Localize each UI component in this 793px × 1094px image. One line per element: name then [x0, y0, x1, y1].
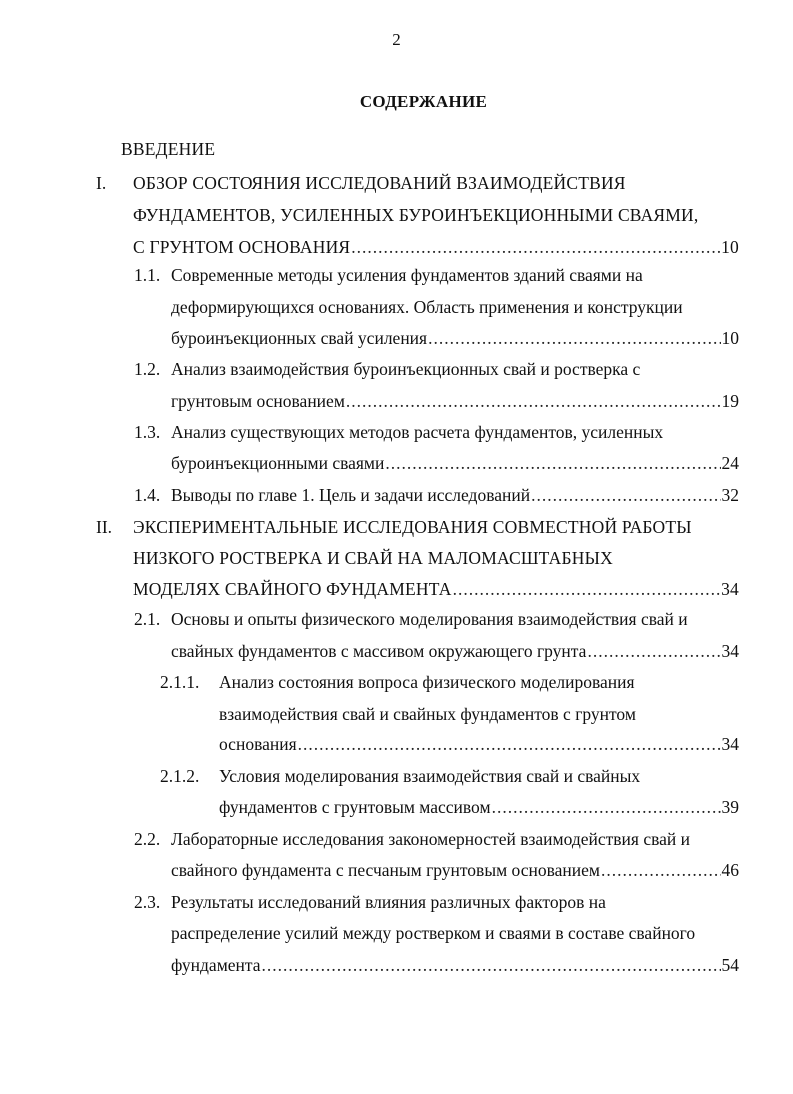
dot-leader	[262, 954, 721, 976]
toc-page-ref: 54	[721, 955, 739, 975]
toc-line: ОБЗОР СОСТОЯНИЯ ИССЛЕДОВАНИЙ ВЗАИМОДЕЙСТВИЯ	[133, 173, 626, 193]
toc-line: МОДЕЛЯХ СВАЙНОГО ФУНДАМЕНТА	[133, 579, 452, 599]
dot-leader	[385, 452, 720, 474]
toc-line: буроинъекционных свай усиления	[171, 328, 428, 348]
toc-page-ref: 34	[721, 579, 739, 599]
toc-number: 2.1.	[134, 609, 161, 629]
toc-intro: ВВЕДЕНИЕ	[121, 139, 216, 159]
toc-line: фундаментов с грунтовым массивом	[219, 797, 491, 817]
toc-line: свайного фундамента с песчаным грунтовым основанием	[171, 860, 600, 880]
toc-number: 2.1.1.	[160, 672, 200, 692]
dot-leader	[453, 578, 720, 600]
page-number: 2	[392, 30, 401, 49]
toc-line: С ГРУНТОМ ОСНОВАНИЯ	[133, 237, 351, 257]
toc-line: основания	[219, 734, 297, 754]
toc-line: Результаты исследований влияния различных факторов на	[171, 892, 606, 912]
toc-line: Анализ состояния вопроса физического моделирования	[219, 672, 635, 692]
toc-number: 1.3.	[134, 422, 161, 442]
dot-leader	[531, 484, 720, 506]
toc-page-ref: 10	[721, 237, 739, 257]
toc-line: Выводы по главе 1. Цель и задачи исследований	[171, 485, 531, 505]
dot-leader	[587, 640, 720, 662]
dot-leader	[492, 796, 721, 818]
toc-line: ФУНДАМЕНТОВ, УСИЛЕННЫХ БУРОИНЪЕКЦИОННЫМИ СВАЯМИ,	[133, 205, 699, 225]
toc-number: 2.3.	[134, 892, 161, 912]
toc-line: Лабораторные исследования закономерностей взаимодействия свай и	[171, 829, 691, 849]
toc-line: фундамента	[171, 955, 261, 975]
dot-leader	[346, 390, 721, 412]
page-title: СОДЕРЖАНИЕ	[359, 92, 488, 111]
toc-page-ref: 32	[721, 485, 739, 505]
toc-page-ref: 24	[721, 453, 739, 473]
toc-number: 2.1.2.	[160, 766, 200, 786]
toc-page-ref: 46	[721, 860, 739, 880]
toc-line: НИЗКОГО РОСТВЕРКА И СВАЙ НА МАЛОМАСШТАБНЫХ	[133, 548, 613, 568]
dot-leader	[428, 327, 720, 349]
toc-line: Анализ взаимодействия буроинъекционных свай и ростверка с	[171, 359, 641, 379]
toc-line: свайных фундаментов с массивом окружающего грунта	[171, 641, 587, 661]
toc-line: Современные методы усиления фундаментов зданий сваями на	[171, 265, 643, 285]
dot-leader	[351, 236, 720, 258]
toc-number: I.	[96, 173, 107, 193]
toc-line: деформирующихся основаниях. Область применения и конструкции	[171, 297, 683, 317]
toc-line: грунтовым основанием	[171, 391, 345, 411]
toc-page-ref: 39	[721, 797, 739, 817]
toc-number: 2.2.	[134, 829, 161, 849]
toc-line: буроинъекционными сваями	[171, 453, 385, 473]
toc-line: Анализ существующих методов расчета фундаментов, усиленных	[171, 422, 664, 442]
toc-line: ЭКСПЕРИМЕНТАЛЬНЫЕ ИССЛЕДОВАНИЯ СОВМЕСТНОЙ РАБОТЫ	[133, 517, 692, 537]
toc-line: Основы и опыты физического моделирования взаимодействия свай и	[171, 609, 688, 629]
toc-line: взаимодействия свай и свайных фундаментов с грунтом	[219, 704, 636, 724]
toc-page-ref: 34	[721, 734, 739, 754]
toc-number: 1.2.	[134, 359, 161, 379]
toc-page-ref: 34	[721, 641, 739, 661]
toc-number: 1.1.	[134, 265, 161, 285]
dot-leader	[298, 733, 721, 755]
dot-leader	[601, 859, 721, 881]
toc-line: распределение усилий между ростверком и сваями в составе свайного	[171, 923, 696, 943]
toc-number: II.	[96, 517, 113, 537]
toc-page-ref: 10	[721, 328, 739, 348]
toc-number: 1.4.	[134, 485, 161, 505]
toc-page-ref: 19	[721, 391, 739, 411]
toc-line: Условия моделирования взаимодействия свай и свайных	[219, 766, 641, 786]
